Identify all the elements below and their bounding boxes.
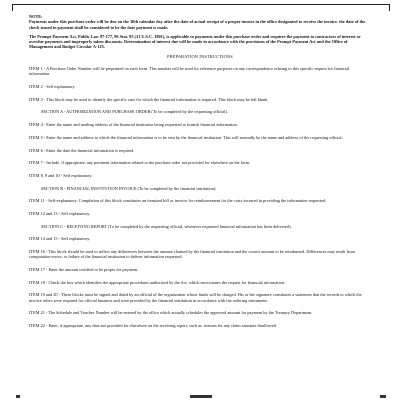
scan-mark (190, 395, 212, 398)
instruction-item: ITEM 4 - Enter the name and mailing address of the financial institution being requested to furnish financial information. (29, 122, 238, 128)
instruction-item: ITEM 12 and 13 - Self explanatory. (29, 210, 91, 216)
form-top-border (12, 4, 390, 11)
instruction-item: ITEM 14 and 15 - Self explanatory. (29, 236, 91, 242)
instructions-list (29, 66, 371, 328)
prompt-payment-act-note: The Prompt Payment Act, Public Law 97-177, 96 Stat. 85 (31 U.S.C. 1801), is applicable to payments under this purchase order and requires the payment to contractors of interest or overdue payments and improperly taken discounts. Determination of interest due will be made in accordance with the provisions of the Prompt Payment Act and the Office of Management and Budget Circular A-125. (29, 33, 361, 50)
instruction-item: ITEM 18 - Check the box which identifies the appropriate procedures authorized by the Act, which necessitates the request for financial information. (29, 279, 286, 285)
instruction-item: ITEM 2 - Self explanatory. (29, 84, 76, 90)
instruction-item: ITEM 3 - This block may be used to identify the specific case for which the financial information is required. This block may be left blank. (29, 96, 269, 102)
scan-mark (16, 395, 20, 398)
instructions-title: PREPARATION INSTRUCTIONS (167, 53, 233, 59)
document-body (29, 14, 371, 336)
instruction-item: ITEM 16 - This block should be used to reflect any differences between the amount claimed by the financial institution and the correct amount to be reimbursed. Differences may result from computation errors, or failure of the financial institution to deliver information requested. (29, 249, 355, 260)
section-heading: SECTION A - AUTHORIZATION AND PURCHASE ORDER (To be completed by the requesting official). (41, 109, 228, 115)
instruction-item: ITEM 1 - A Purchase Order Number will be preprinted on each form. This number will be used for reference purposes on any correspondence relating to this specific request for financial information. (29, 66, 350, 77)
section-heading: SECTION B - FINANCIAL INSTITUTION INVOICE (To be completed by the financial institution). (41, 185, 217, 191)
instruction-item: ITEM 17 - Enter the amount certified to be proper for payment. (29, 266, 139, 272)
instruction-item: ITEM 11 - Self-explanatory. Completion of this block constitutes an itemized bill or invoice for reimbursement for the costs incurred in providing the information requested. (29, 198, 327, 204)
scan-mark (380, 395, 386, 398)
payment-due-note: Payments under this purchase order will be due on the 30th calendar day after the date of actual receipt of a proper invoice in the office designated to receive the invoice. the date of the check issued in payment shall be considered to be the date payment is made. (29, 19, 366, 30)
instruction-item: ITEM 7 - Include, if appropriate, any pertinent information related to the purchase order not provided for elsewhere on the form. (29, 160, 251, 166)
instruction-item: ITEM 19 and 20 - These blocks must be signed and dated by an official of the organization whose funds will be charged. His or her signature constitutes a statement that the records to which the invoice refers were required for official business and were provided by the financial institution in accordance with the ordering instrument. (29, 292, 362, 303)
scan-bottom-edge (0, 392, 400, 400)
instruction-item: ITEM 6 - Enter the date the financial information is required. (29, 147, 135, 153)
section-heading: SECTION C - RECEIVING REPORT (To be completed by the requesting official, whenever requested financial information has been delivered). (41, 223, 292, 229)
instruction-item: ITEM 21 - The Schedule and Voucher Number will be entered by the office which actually schedules the approved amount for payment by the Treasury Department. (29, 310, 313, 316)
instruction-item: ITEM 22 - Enter, if appropriate, any data not provided for elsewhere on the receiving report, such as, reasons for any claim amounts disallowed. (29, 323, 278, 329)
note-heading: NOTE: (29, 14, 43, 19)
instruction-item: ITEM 8, 9 and 10 - Self explanatory. (29, 172, 93, 178)
instruction-item: ITEM 5 - Enter the name and address to which the financial information is to be sent by the financial institution. This will normally be the name and address of the requesting official. (29, 134, 343, 140)
